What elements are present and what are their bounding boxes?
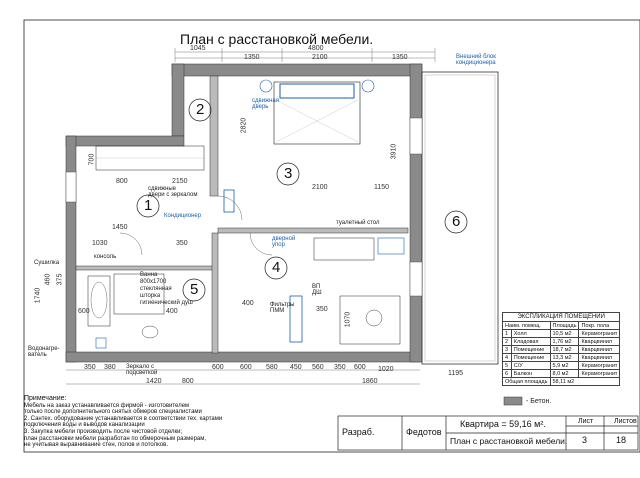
dim-400a: 400 (166, 308, 178, 315)
cell-name: Помещение (511, 346, 550, 354)
total-value: 58,11 м2 (550, 378, 620, 386)
dim-top-3: 4800 (308, 45, 324, 52)
explication-header-row (503, 322, 620, 330)
notes-line: Мебель на заказ устанавливается фирмой - изготовителем (24, 402, 190, 409)
dim-bottom2-2: 800 (182, 378, 194, 385)
table-row (503, 362, 620, 370)
dim-375: 375 (56, 273, 64, 286)
dim-bottom2-1: 1420 (146, 378, 162, 385)
dim-1450: 1450 (112, 224, 128, 231)
label-filters: Фильтры ПММ (270, 302, 295, 314)
dim-bottom-6: 450 (290, 364, 302, 371)
cell-num: 5 (503, 362, 512, 370)
dim-400b: 400 (242, 300, 254, 307)
cell-name: С/У (511, 362, 550, 370)
cell-area: 1,76 м2 (550, 338, 579, 346)
dim-bottom2-3: 1860 (362, 378, 378, 385)
table-row (503, 370, 620, 378)
cell-name: Кладовая (511, 338, 550, 346)
label-door-stop: дверной упор (272, 236, 296, 248)
label-console: консоль (94, 254, 117, 260)
table-row (503, 354, 620, 362)
dim-2150: 2150 (172, 178, 188, 185)
stamp-sheet-label: Лист (578, 418, 594, 425)
dim-top-1: 1045 (190, 45, 206, 52)
dim-1030: 1030 (92, 240, 108, 247)
explication-header: Площадь (550, 322, 579, 330)
room-number-2: 2 (196, 101, 205, 118)
label-concrete: - Бетон. (526, 398, 552, 405)
room-number-1: 1 (144, 197, 153, 214)
dim-700: 700 (88, 153, 96, 166)
label-vp: ВП ДШ (312, 284, 322, 296)
stamp-apartment-area: Квартира = 59,16 м². (460, 419, 546, 429)
notes-line: подключения воды и выводов канализации (24, 422, 145, 429)
dim-bottom-9: 600 (354, 364, 366, 371)
label-conditioner: Кондиционер (164, 213, 202, 219)
table-row (503, 330, 620, 338)
label-bath: Ванна 800х1700 стеклянная шторка гигиенический душ (140, 272, 193, 306)
notes-line: 2. Сантех. оборудование устанавливается в соответствии тех. картами (24, 415, 223, 422)
cell-floor: Керамогранит (579, 330, 620, 338)
notes-line: не учитывая выравнивание стен, полов и потолков. (24, 442, 169, 449)
room-number-5: 5 (190, 281, 199, 298)
cell-area: 13,3 м2 (550, 354, 579, 362)
dim-800: 800 (116, 178, 128, 185)
cell-floor: Кварцвинил (579, 354, 620, 362)
dim-1020: 1020 (378, 366, 394, 373)
table-row (503, 346, 620, 354)
cell-name: Холл (511, 330, 550, 338)
total-label: Общая площадь (503, 378, 551, 386)
explication-header: Наим. помещ. (503, 322, 551, 330)
cell-floor: Керамогранит (579, 370, 620, 378)
stamp-sheets-number: 18 (616, 435, 627, 445)
dim-1740: 1740 (34, 287, 42, 304)
cell-area: 8,0 м2 (550, 370, 579, 378)
notes-line: только после дополнительного снятых обмеров специалистами (24, 409, 202, 416)
cell-num: 1 (503, 330, 512, 338)
stamp-sheets-label: Листов (614, 418, 637, 425)
cell-num: 3 (503, 346, 512, 354)
cell-area: 5,9 м2 (550, 362, 579, 370)
dim-1150: 1150 (374, 184, 390, 191)
dim-bottom-5: 580 (266, 364, 278, 371)
dim-1195: 1195 (448, 370, 464, 377)
cell-num: 6 (503, 370, 512, 378)
cell-floor: Керамогранит (579, 362, 620, 370)
room-number-4: 4 (272, 259, 281, 276)
plan-title: План с расстановкой мебели. (180, 31, 374, 47)
dim-bottom-8: 350 (334, 364, 346, 371)
notes-line: 3. Закупка мебели производить после чистовой отделки; (24, 428, 183, 435)
cell-num: 4 (503, 354, 512, 362)
notes-block (24, 396, 224, 449)
label-mirror: Зеркало с подсветкой (126, 364, 158, 376)
dim-top-2: 1350 (244, 54, 260, 61)
dim-3910: 3910 (390, 143, 398, 160)
cell-floor: Кварцвинил (579, 346, 620, 354)
dim-bottom-7: 560 (312, 364, 324, 371)
label-dresser: туалетный стол (336, 220, 380, 226)
dim-bottom-3: 600 (212, 364, 224, 371)
room-number-6: 6 (452, 213, 461, 230)
explication-caption: ЭКСПЛИКАЦИЯ ПОМЕЩЕНИЙ (502, 312, 620, 321)
table-total-row (503, 378, 620, 386)
stamp-sheet-number: 3 (582, 435, 588, 445)
cell-area: 18,7 м2 (550, 346, 579, 354)
label-outdoor-unit: Внешний блок кондиционера (456, 54, 496, 66)
room-number-3: 3 (284, 165, 293, 182)
stamp-developer-label: Разраб. (342, 427, 375, 437)
dim-600a: 600 (78, 308, 90, 315)
dim-bottom-1: 350 (84, 364, 96, 371)
dim-top-5: 1350 (392, 54, 408, 61)
label-dryer: Сушилка (34, 260, 60, 266)
explication-table (502, 312, 620, 386)
dim-350b: 350 (316, 306, 328, 313)
label-sliding-door: сдвижная дверь (252, 98, 279, 110)
dim-2100: 2100 (312, 184, 328, 191)
dim-bottom-4: 600 (240, 364, 252, 371)
stamp-developer-name: Федотов (406, 427, 442, 437)
notes-title: Примечание: (24, 395, 67, 402)
cell-name: Балкон (511, 370, 550, 378)
stamp-sheet-title: План с расстановкой мебели. (450, 436, 568, 446)
dim-top-4: 2100 (312, 54, 328, 61)
cell-name: Помещение (511, 354, 550, 362)
dim-bottom-2: 380 (104, 364, 116, 371)
cell-area: 10,5 м2 (550, 330, 579, 338)
label-sliding-doors-mirror: сдвижные двери с зеркалом (148, 186, 198, 198)
cell-num: 2 (503, 338, 512, 346)
label-water-heater: Водонагре- ватель (28, 346, 60, 358)
dim-350a: 350 (176, 240, 188, 247)
table-row (503, 338, 620, 346)
cell-floor: Кварцвинил (579, 338, 620, 346)
notes-line: план расстановки мебели разработан по обмерочным размерам, (24, 435, 207, 442)
explication-header: Покр. пола (579, 322, 620, 330)
dim-2820: 2820 (240, 117, 248, 134)
dim-1070: 1070 (344, 311, 352, 328)
dim-460: 460 (44, 273, 52, 286)
